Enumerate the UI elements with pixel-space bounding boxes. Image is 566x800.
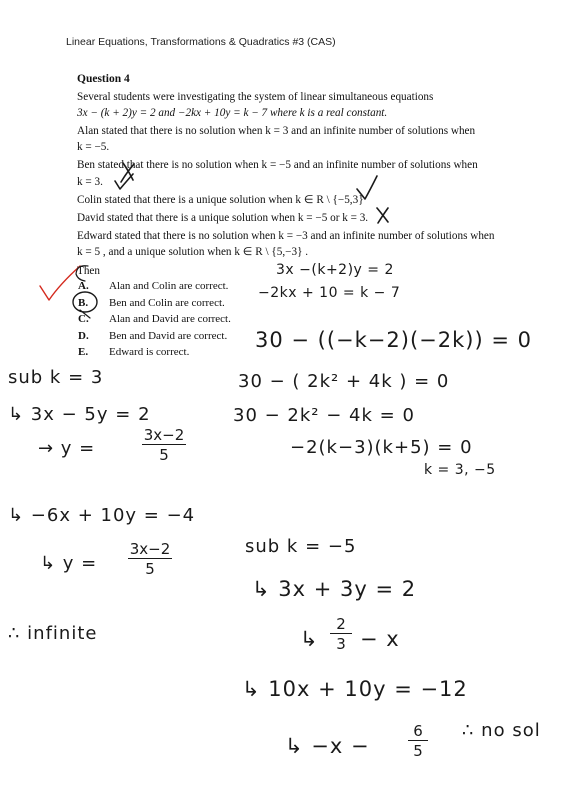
- option-text: Ben and David are correct.: [109, 329, 228, 342]
- question-line-david: David stated that there is a unique solution when k = −5 or k = 3.: [77, 211, 369, 224]
- option-letter: B.: [78, 296, 89, 309]
- question-line-alan-1: Alan stated that there is no solution when k = 3 and an infinite number of solutions when: [77, 124, 476, 137]
- hw-arrow: ↳: [300, 627, 319, 651]
- question-line-ben-2: k = 3.: [77, 175, 103, 188]
- question-block: [77, 74, 537, 277]
- red-tick-icon: [40, 266, 80, 300]
- question-line-ben-1: Ben stated that there is no solution when k = −5 and an infinite number of solutions when: [77, 159, 478, 172]
- hw-conclusion-no-sol: ∴ no sol: [462, 720, 541, 741]
- option-letter: D.: [78, 329, 89, 342]
- hw-y-k3-2: ↳ y =: [40, 553, 98, 574]
- question-line-edward-2: k = 5 , and a unique solution when k ∈ R \ {5,−3} .: [77, 246, 309, 259]
- page-header: Linear Equations, Transformations & Quadratics #3 (CAS): [66, 36, 336, 48]
- question-title: Question 4: [77, 73, 130, 85]
- question-line-then: Then: [77, 264, 100, 277]
- hw-equation-1: 3x −(k+2)y = 2: [276, 262, 394, 278]
- option-letter: C.: [78, 313, 89, 325]
- hw-factorise: −2(k−3)(k+5) = 0: [290, 437, 473, 458]
- question-line-edward-1: Edward stated that there is no solution when k = −3 and an infinite number of solutions when: [77, 230, 495, 243]
- option-text: Alan and Colin are correct.: [109, 280, 229, 292]
- question-line-colin: Colin stated that there is a unique solution when k ∈ R \ {−5,3}: [77, 193, 364, 206]
- option-text: Edward is correct.: [109, 346, 190, 358]
- hw-determinant: 30 − ((−k−2)(−2k)) = 0: [255, 328, 532, 352]
- option-letter: E.: [78, 346, 89, 358]
- option-text: Alan and David are correct.: [109, 313, 231, 325]
- hw-fraction: $\frac{2}{3}$: [330, 615, 352, 653]
- option-letter: A.: [78, 280, 89, 292]
- hw-eq-k3-2: ↳ −6x + 10y = −4: [8, 505, 196, 526]
- hw-fraction: $\frac{3x-2}{5}$: [129, 540, 171, 578]
- hw-eq-k3-1: ↳ 3x − 5y = 2: [8, 404, 151, 425]
- hw-simplify: 30 − 2k² − 4k = 0: [233, 405, 415, 426]
- question-line-equations: 3x − (k + 2)y = 2 and −2kx + 10y = k − 7 where k is a real constant.: [77, 106, 388, 119]
- hw-conclusion-infinite: ∴ infinite: [8, 623, 98, 644]
- hw-y-k-5-2: ↳ −x −: [285, 734, 370, 758]
- hw-sub-k-5: sub k = −5: [245, 536, 357, 557]
- hw-fraction: $\frac{3x-2}{5}$: [143, 426, 185, 464]
- hw-solutions: k = 3, −5: [424, 462, 496, 478]
- question-line-alan-2: k = −5.: [77, 141, 110, 154]
- hw-eq-k-5-2: ↳ 10x + 10y = −12: [242, 677, 468, 701]
- hw-expand: 30 − ( 2k² + 4k ) = 0: [238, 371, 450, 392]
- hw-equation-2: −2kx + 10 = k − 7: [258, 285, 401, 301]
- option-text: Ben and Colin are correct.: [109, 296, 225, 309]
- hw-sub-k3: sub k = 3: [8, 367, 104, 388]
- hw-y-k-5-rest: − x: [360, 627, 400, 651]
- question-line-intro: Several students were investigating the system of linear simultaneous equations: [77, 90, 434, 103]
- hw-eq-k-5-1: ↳ 3x + 3y = 2: [252, 577, 417, 601]
- hw-fraction: $\frac{6}{5}$: [408, 722, 428, 760]
- hw-y-k3-1: → y =: [38, 438, 96, 459]
